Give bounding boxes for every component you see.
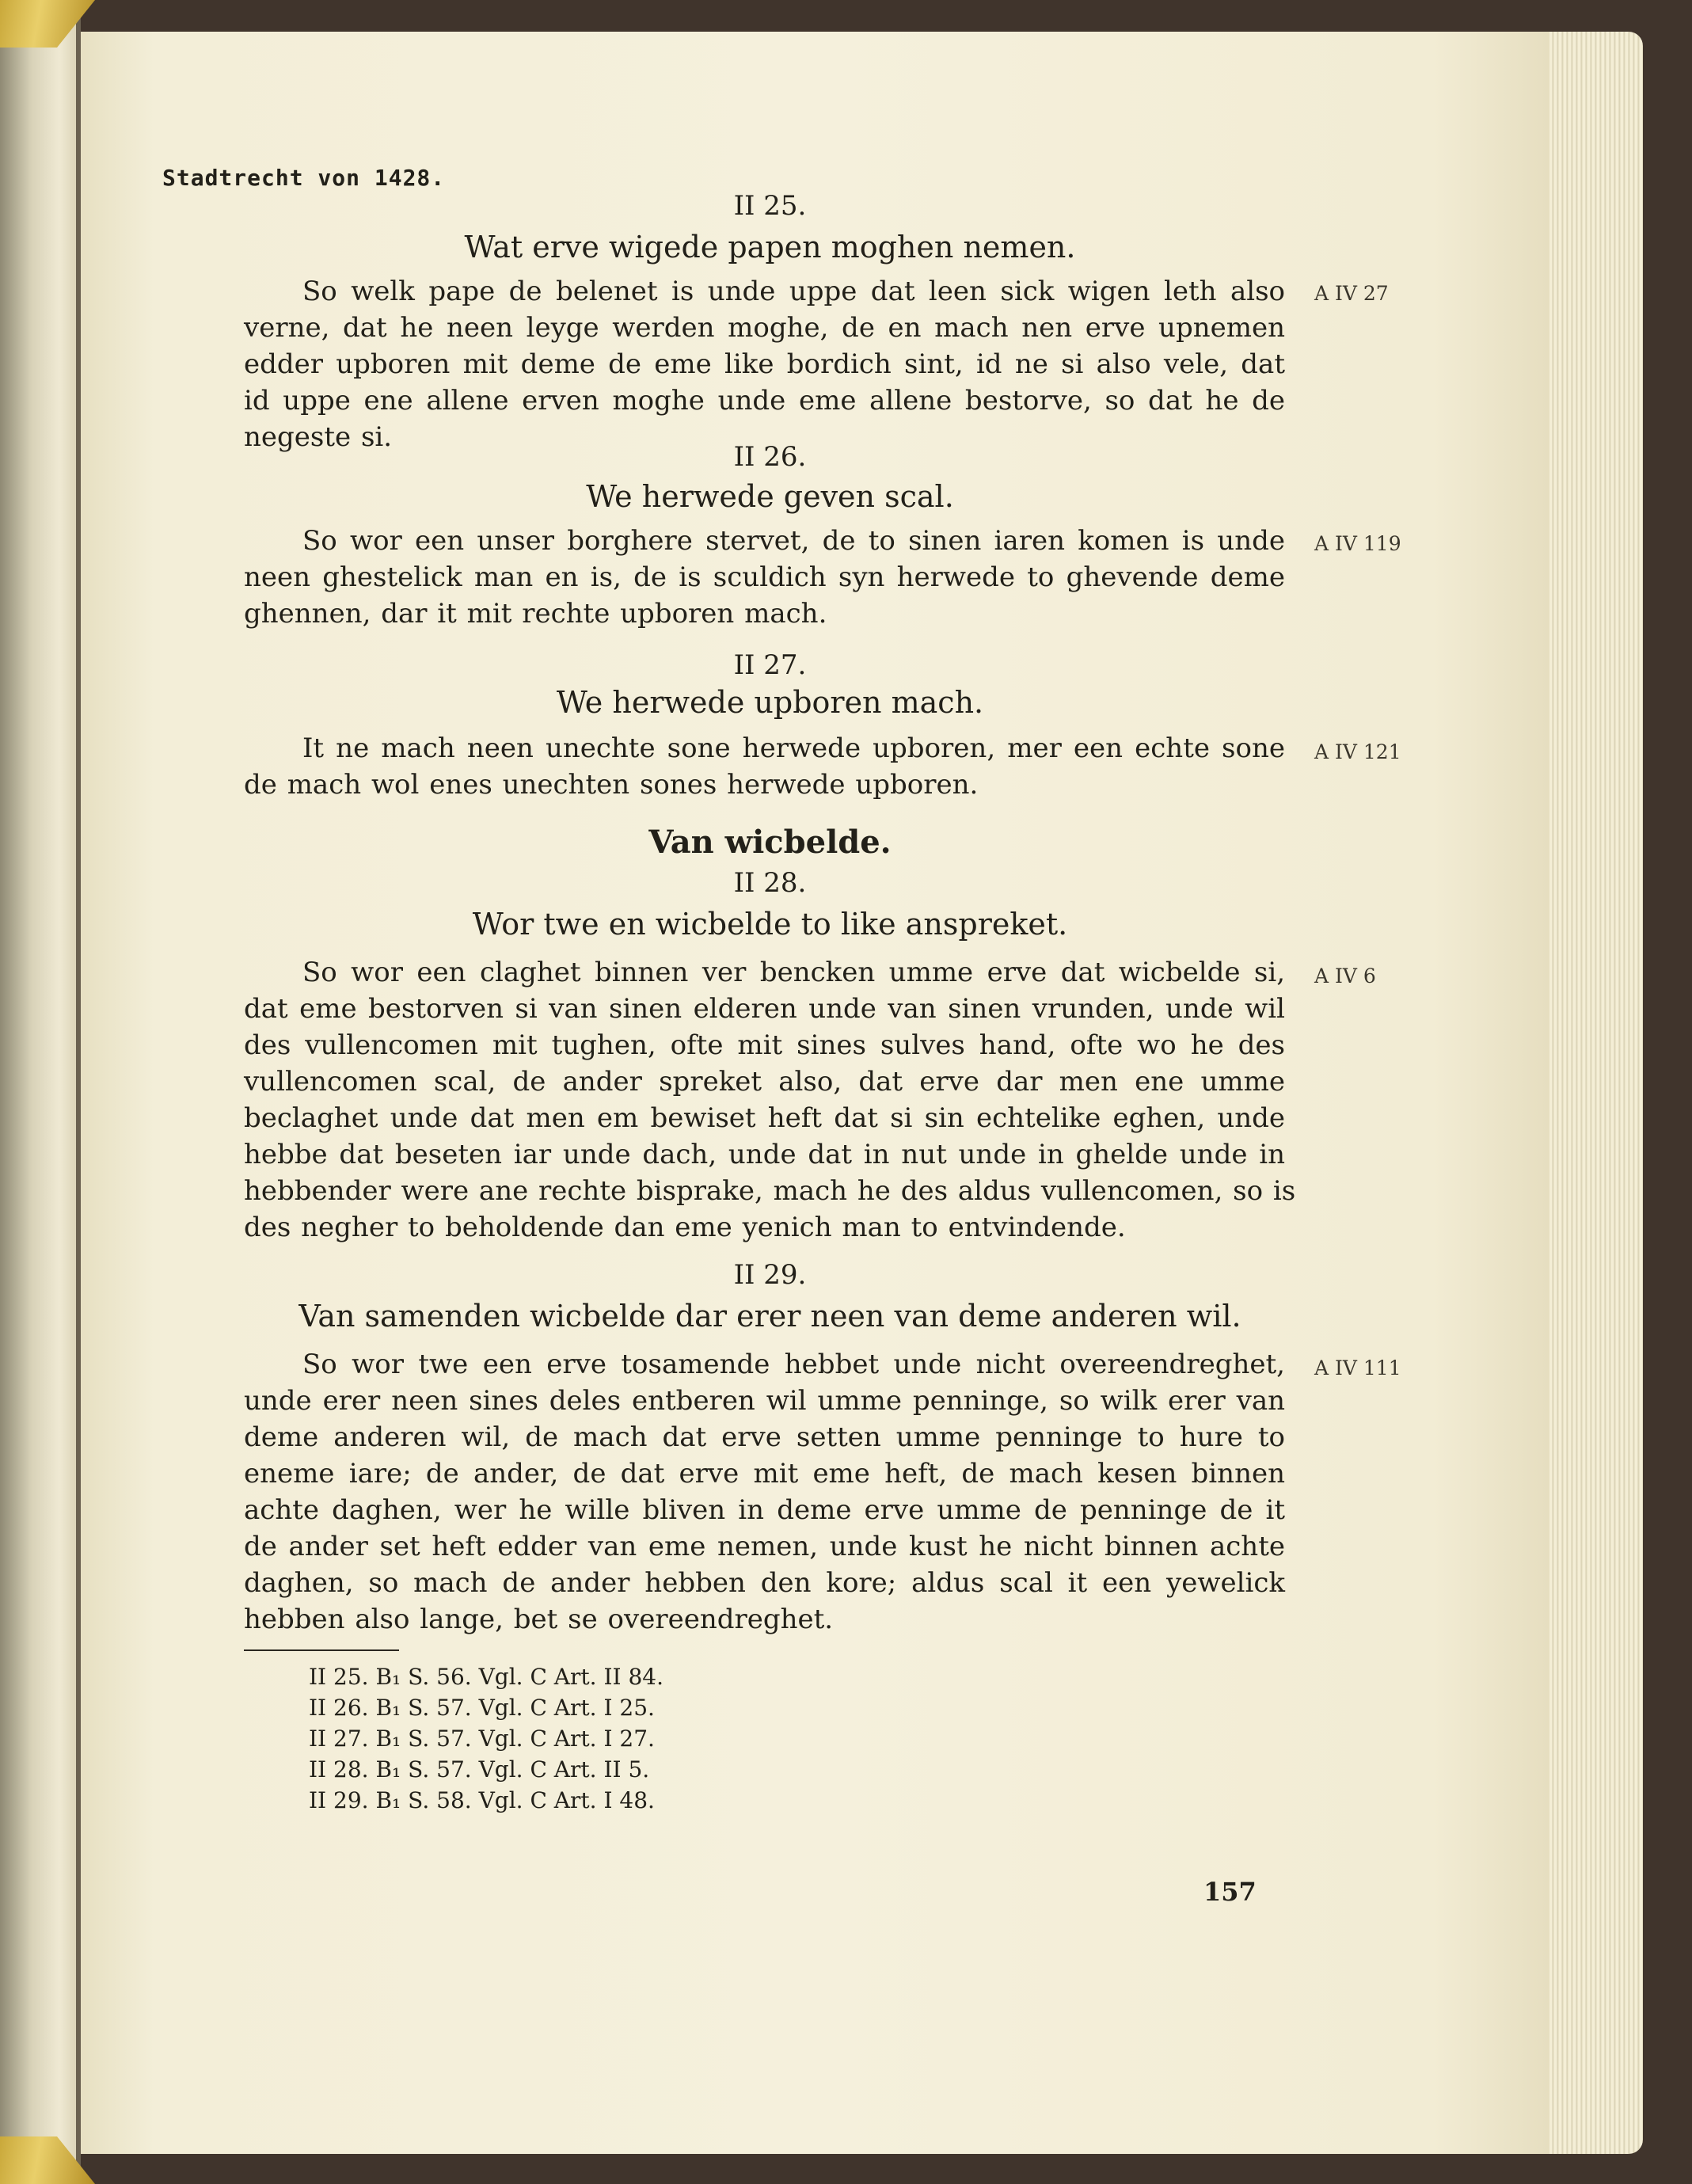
margin-reference: A IV 111 xyxy=(1314,1356,1401,1379)
body-line: edder upboren mit deme de eme like bordich sint, id ne si also vele, dat xyxy=(244,348,1285,380)
body-line: So wor een unser borghere stervet, de to sinen iaren komen is unde xyxy=(302,525,1285,557)
footnote: II 27. B₁ S. 57. Vgl. C Art. I 27. xyxy=(309,1726,655,1752)
body-line: de mach wol enes unechten sones herwede upboren. xyxy=(244,769,979,801)
body-line: So wor twe een erve tosamende hebbet unde nicht overeendreghet, xyxy=(302,1349,1285,1380)
body-line: hebbe dat beseten iar unde dach, unde dat in nut unde in ghelde unde in xyxy=(244,1139,1285,1170)
section-title: Wor twe en wicbelde to like anspreket. xyxy=(472,907,1068,942)
page-number: 157 xyxy=(1203,1877,1257,1907)
body-line: hebben also lange, bet se overeendreghet. xyxy=(244,1604,834,1635)
section-number: II 28. xyxy=(733,867,807,899)
body-line: des negher to beholdende dan eme yenich man to entvindende. xyxy=(244,1212,1126,1243)
section-number: II 27. xyxy=(733,649,807,681)
margin-reference: A IV 6 xyxy=(1314,965,1376,987)
body-line: vullencomen scal, de ander spreket also, dat erve dar men ene umme xyxy=(244,1066,1285,1098)
section-title: Wat erve wigede papen moghen nemen. xyxy=(464,230,1076,264)
body-line: beclaghet unde dat men em bewiset heft dat si sin echtelike eghen, unde xyxy=(244,1102,1285,1134)
body-line: des vullencomen mit tughen, ofte mit sines sulves hand, ofte wo he des xyxy=(244,1029,1285,1061)
previous-page-edge xyxy=(0,0,79,2184)
footnote: II 29. B₁ S. 58. Vgl. C Art. I 48. xyxy=(309,1787,655,1813)
margin-reference: A IV 27 xyxy=(1314,282,1389,305)
body-line: hebbender were ane rechte bisprake, mach he des aldus vullencomen, so is xyxy=(244,1175,1296,1207)
section-body xyxy=(244,273,1285,455)
footnote-rule xyxy=(244,1649,399,1651)
chapter-heading: Van wicbelde. xyxy=(648,824,892,861)
margin-reference: A IV 121 xyxy=(1314,740,1401,763)
section-number: II 26. xyxy=(733,441,807,473)
section-number: II 29. xyxy=(733,1259,807,1291)
body-line: eneme iare; de ander, de dat erve mit eme heft, de mach kesen binnen xyxy=(244,1458,1285,1490)
body-line: ghennen, dar it mit rechte upboren mach. xyxy=(244,598,827,630)
body-line: de ander set heft edder van eme nemen, unde kust he nicht binnen achte xyxy=(244,1531,1285,1562)
body-line: deme anderen wil, de mach dat erve setten umme penninge to hure to xyxy=(244,1421,1285,1453)
body-line: negeste si. xyxy=(244,421,393,453)
footnote: II 26. B₁ S. 57. Vgl. C Art. I 25. xyxy=(309,1695,655,1721)
section-title: We herwede upboren mach. xyxy=(556,685,984,720)
section-body xyxy=(244,1346,1285,1638)
body-line: So welk pape de belenet is unde uppe dat leen sick wigen leth also xyxy=(302,276,1285,307)
body-line: daghen, so mach de ander hebben den kore; aldus scal it een yewelick xyxy=(244,1567,1285,1599)
body-line: id uppe ene allene erven moghe unde eme allene bestorve, so dat he de xyxy=(244,385,1285,417)
body-line: verne, dat he neen leyge werden moghe, de en mach nen erve upnemen xyxy=(244,312,1285,344)
body-line: dat eme bestorven si van sinen elderen unde van sinen vrunden, unde wil xyxy=(244,993,1285,1025)
page-stack-edge xyxy=(1540,32,1643,2154)
body-line: unde erer neen sines deles entberen wil umme penninge, so wilk erer van xyxy=(244,1385,1285,1417)
body-line: So wor een claghet binnen ver bencken umme erve dat wicbelde si, xyxy=(302,957,1285,988)
running-head: Stadtrecht von 1428. xyxy=(162,165,446,191)
section-number: II 25. xyxy=(733,190,807,222)
section-body xyxy=(244,954,1296,1246)
section-title: We herwede geven scal. xyxy=(586,479,954,514)
body-line: neen ghestelick man en is, de is sculdich syn herwede to ghevende deme xyxy=(244,561,1285,593)
footnote: II 25. B₁ S. 56. Vgl. C Art. II 84. xyxy=(309,1664,663,1690)
margin-reference: A IV 119 xyxy=(1314,532,1401,555)
footnote: II 28. B₁ S. 57. Vgl. C Art. II 5. xyxy=(309,1756,650,1783)
section-title: Van samenden wicbelde dar erer neen van deme anderen wil. xyxy=(298,1299,1241,1334)
section-body xyxy=(244,523,1285,632)
body-line: achte daghen, wer he wille bliven in deme erve umme de penninge de it xyxy=(244,1494,1285,1526)
body-line: It ne mach neen unechte sone herwede upboren, mer een echte sone xyxy=(302,732,1285,764)
section-body xyxy=(244,730,1285,803)
